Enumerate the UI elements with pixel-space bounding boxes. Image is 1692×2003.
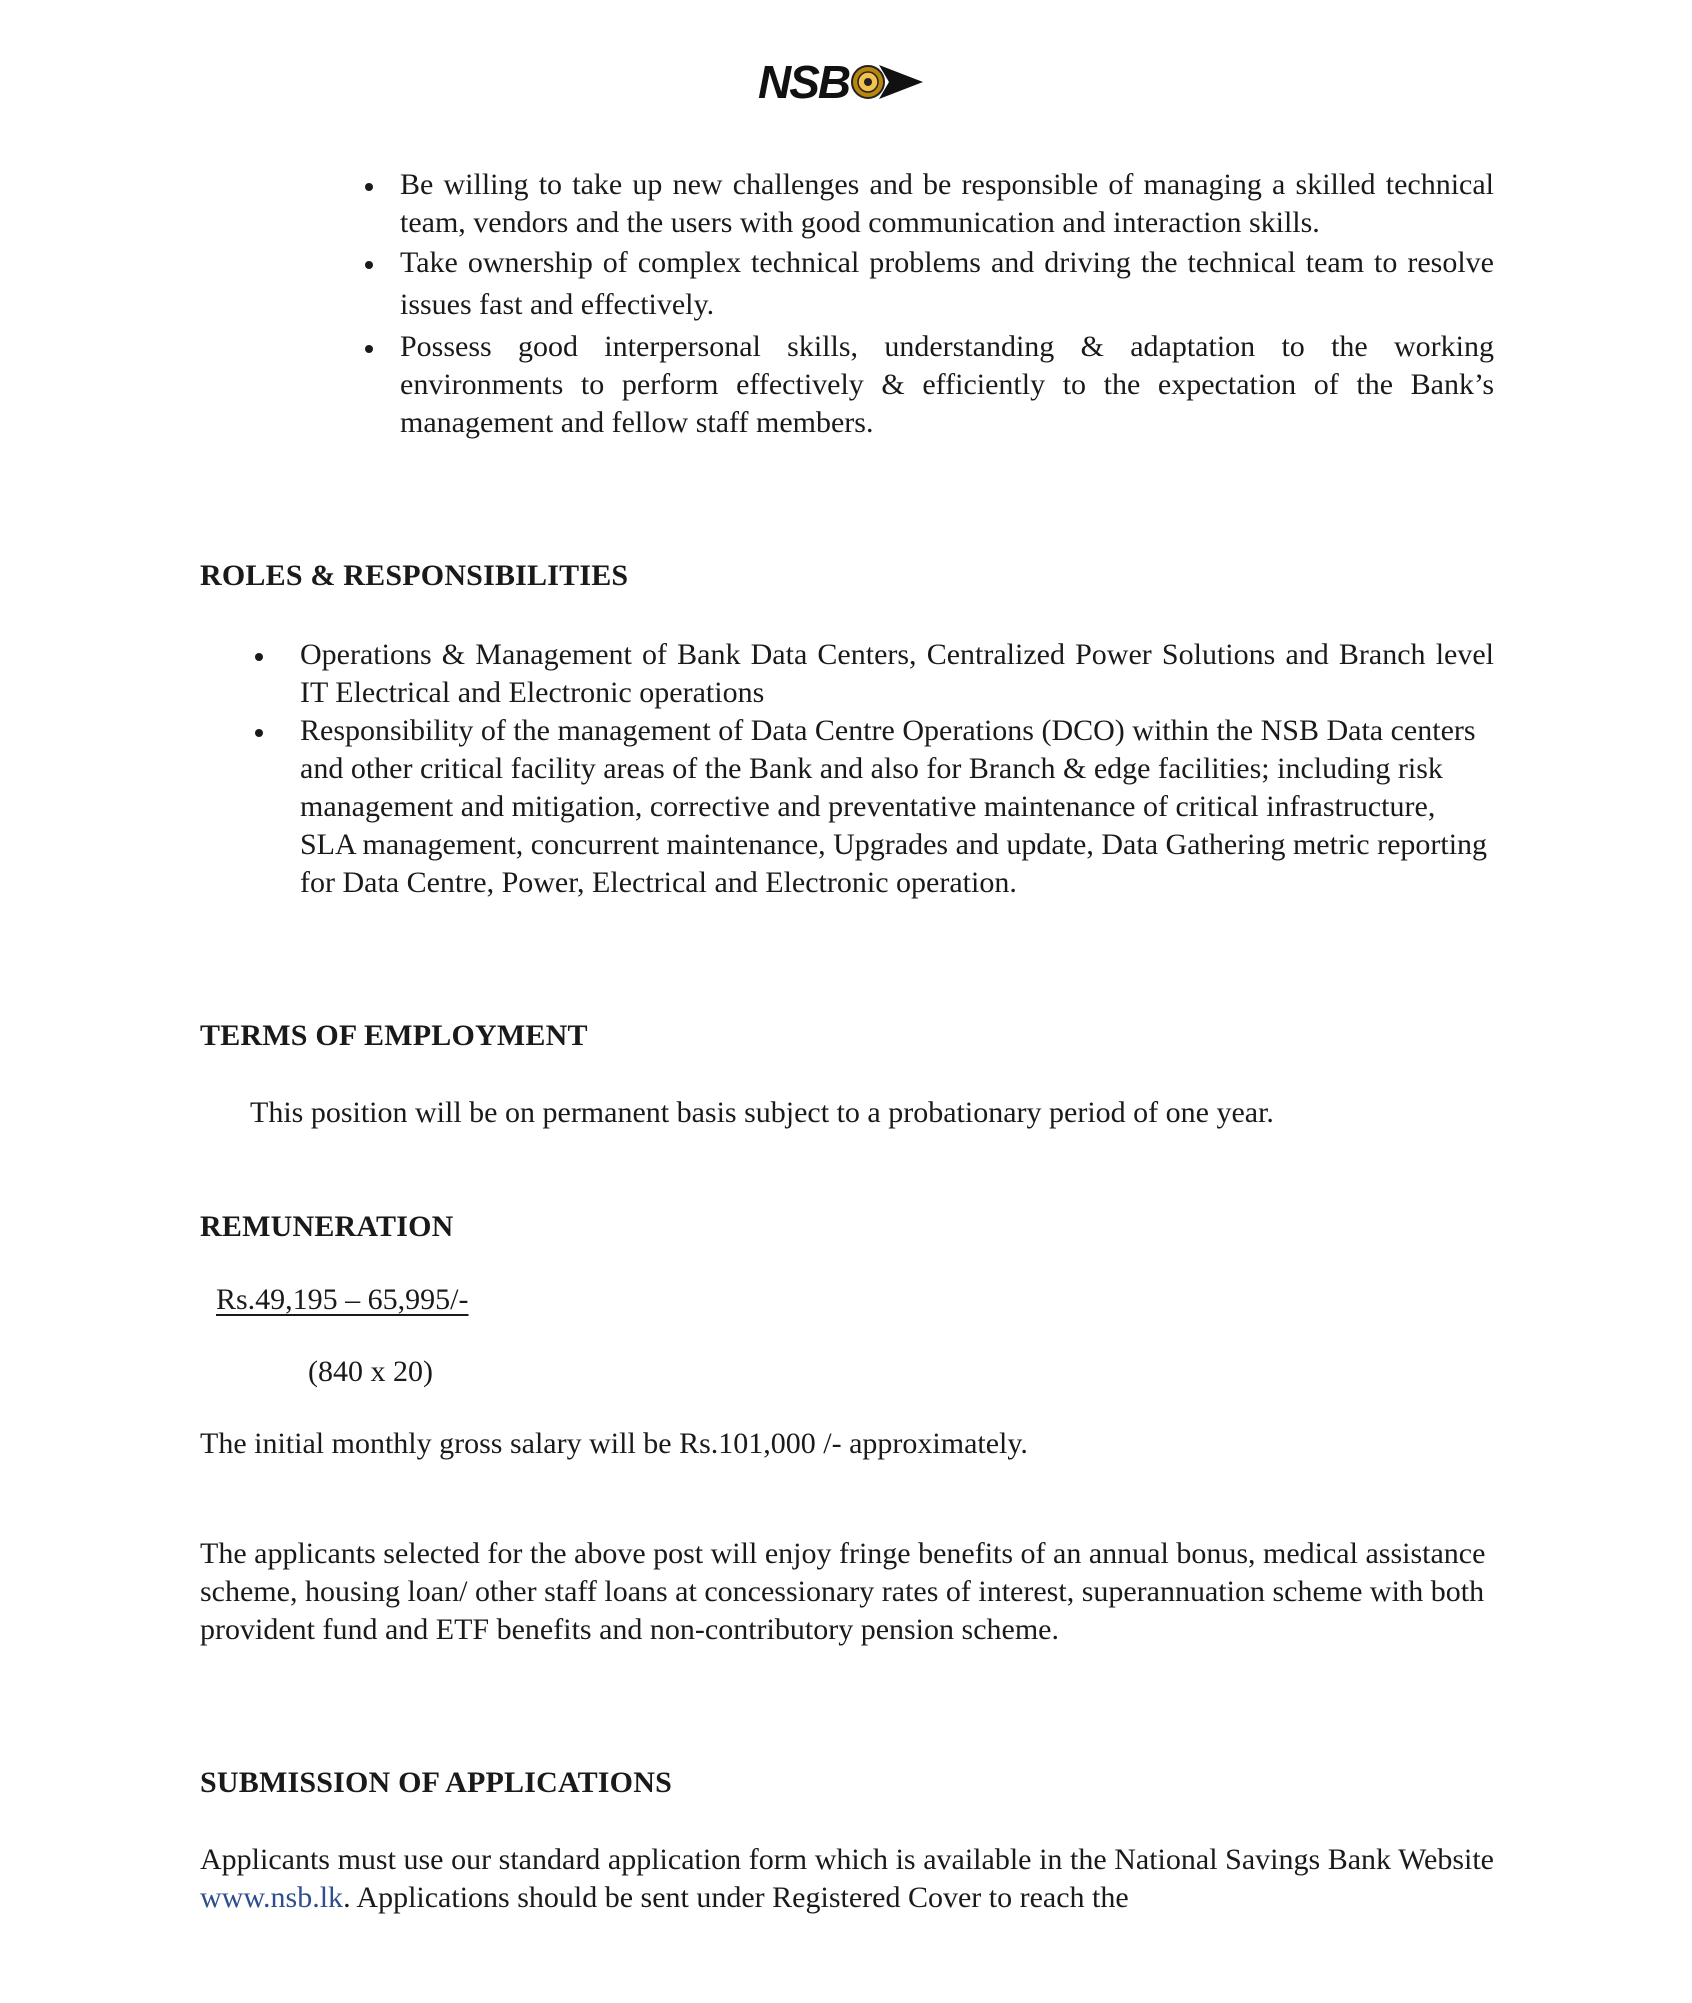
submission-text	[200, 1841, 1494, 1917]
benefits-text: The applicants selected for the above post will enjoy fringe benefits of an annual bonus, medical assistance scheme, housing loan/ other staff loans at concessionary rates of interest, superannuation scheme with both provident fund and ETF benefits and non-contributory pension scheme.	[200, 1537, 1486, 1646]
bullet-icon	[255, 729, 263, 737]
submission-text-part: . Applications should be sent under Registered Cover to reach the	[343, 1881, 1129, 1914]
roles-heading: ROLES & RESPONSIBILITIES	[200, 559, 629, 592]
bullet-icon	[365, 345, 373, 353]
list-item-text: Take ownership of complex technical problems and driving the technical team to resolve issues fast and effectively.	[400, 246, 1494, 321]
list-item-text: Possess good interpersonal skills, understanding & adaptation to the working environments to perform effectively & efficiently to the expectation of the Bank’s management and fellow staff members.	[400, 330, 1494, 439]
submission-text-part: Applicants must use our standard application form which is available in the National Savings Bank Website	[200, 1843, 1494, 1876]
logo-text: NSB	[758, 56, 850, 108]
salary-scale-text: Rs.49,195 – 65,995/-	[216, 1283, 469, 1316]
bullet-icon	[255, 653, 263, 661]
list-item-text: Operations & Management of Bank Data Centers, Centralized Power Solutions and Branch level IT Electrical and Electronic operations	[300, 638, 1494, 709]
salary-increment: (840 x 20)	[308, 1355, 433, 1388]
submission-heading: SUBMISSION OF APPLICATIONS	[200, 1766, 672, 1799]
list-item	[300, 636, 1494, 712]
terms-text: This position will be on permanent basis subject to a probationary period of one year.	[250, 1096, 1274, 1129]
terms-heading: TERMS OF EMPLOYMENT	[200, 1019, 588, 1052]
bullet-icon	[365, 183, 373, 191]
list-item-text: Responsibility of the management of Data Centre Operations (DCO) within the NSB Data centers and other critical facility areas of the Bank and also for Branch & edge facilities; including risk management and mitigation, corrective and preventative maintenance of critical infrastructure, SLA management, concurrent maintenance, Upgrades and update, Data Gathering metric reporting for Data Centre, Power, Electrical and Electronic operation.	[300, 714, 1488, 899]
list-item-text: Be willing to take up new challenges and be responsible of managing a skilled technical team, vendors and the users with good communication and interaction skills.	[400, 168, 1494, 239]
arrow-icon	[879, 63, 923, 101]
list-item	[300, 712, 1494, 902]
nsb-logo	[758, 56, 923, 108]
bullet-icon	[365, 261, 373, 269]
list-item	[400, 166, 1494, 242]
list-item	[400, 242, 1494, 326]
intro-bullet-list	[400, 166, 1494, 442]
list-item	[400, 328, 1494, 442]
roles-bullet-list	[300, 636, 1494, 902]
salary-scale	[200, 1281, 469, 1319]
gross-salary-text: The initial monthly gross salary will be Rs.101,000 /- approximately.	[200, 1427, 1028, 1460]
website-link[interactable]: www.nsb.lk	[200, 1881, 344, 1914]
remuneration-heading: REMUNERATION	[200, 1210, 454, 1243]
